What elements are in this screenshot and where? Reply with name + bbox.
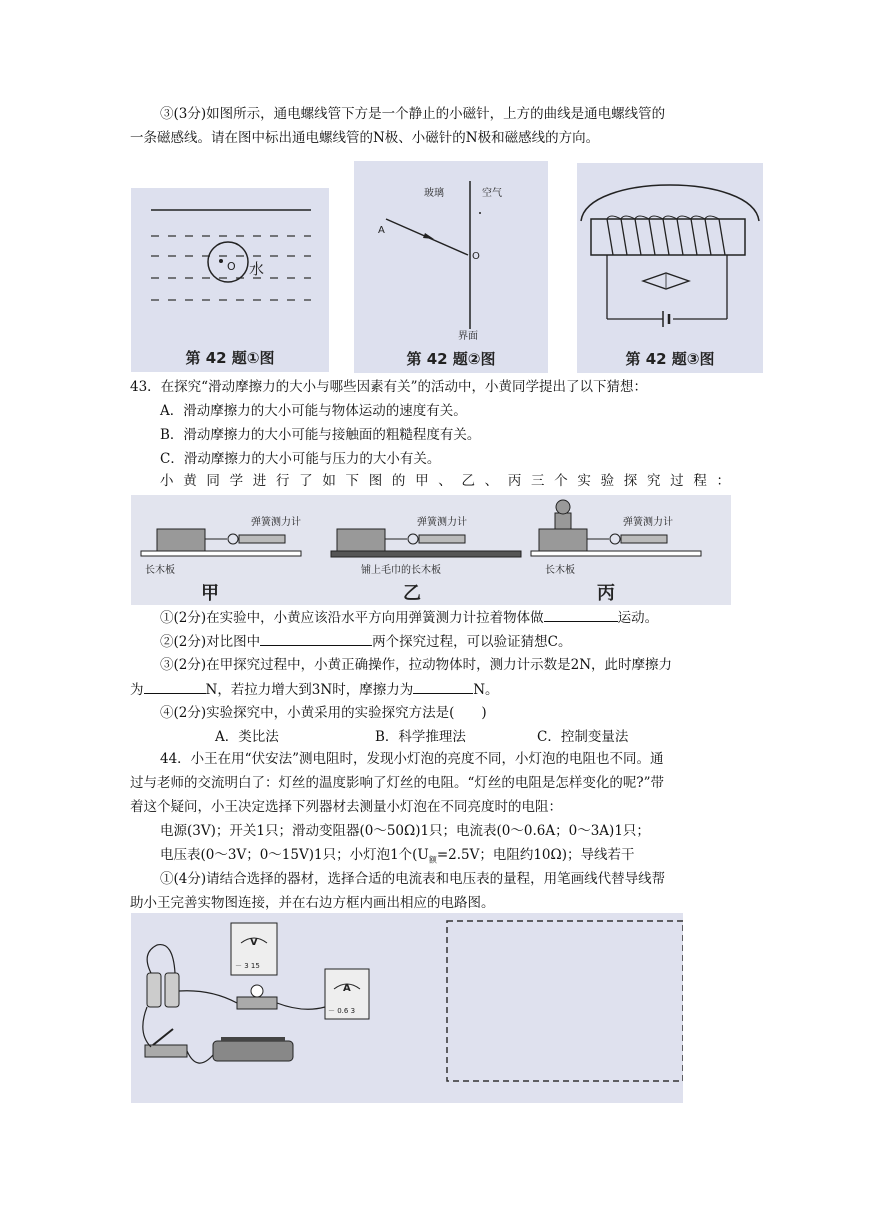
q43-experiment-drawing [131, 495, 731, 605]
q43-part4: ④(2分)实验探究中，小黄采用的实验探究方法是( ) [160, 705, 487, 721]
figure-42-1-drawing [131, 188, 329, 372]
q44-equipment-line2-text: 电压表(0～3V；0～15V)1只；小灯泡1个(U [160, 847, 429, 863]
q43-intro-char: 程 [693, 473, 707, 489]
q43-part1 [160, 607, 658, 628]
q44-equipment-line2 [160, 845, 634, 871]
voltmeter-symbol: V [250, 937, 258, 948]
figure-42-2 [354, 161, 548, 373]
figure-42-3-caption: 第 42 题③图 [625, 350, 715, 368]
q44-stem-line3: 着这个疑问，小王决定选择下列器材去测量小灯泡在不同亮度时的电阻： [130, 799, 562, 815]
q43-part2 [160, 631, 571, 652]
q44-part1-line1: ①(4分)请结合选择的器材，选择合适的电流表和电压表的量程，用笔画线代替导线帮 [160, 871, 666, 887]
ammeter-symbol: A [343, 983, 351, 994]
q43-part2-blank[interactable] [260, 631, 372, 646]
q44-part1-line2: 助小王完善实物图连接，并在右边方框内画出相应的电路图。 [130, 895, 495, 911]
q43-part2-suffix: 两个探究过程，可以验证猜想C。 [372, 634, 572, 650]
figure-42-1-point-label: O [227, 260, 236, 273]
q43-part1-text: ①(2分)在实验中，小黄应该沿水平方向用弹簧测力计拉着物体做 [160, 610, 544, 626]
q43-intro-char: 究 [646, 473, 661, 489]
rated-subscript: 额 [428, 855, 437, 865]
q43-part1-blank[interactable] [544, 607, 618, 622]
q44-equipment-line2-suffix: =2.5V；电阻约10Ω)；导线若干 [436, 847, 635, 863]
q44-equipment-line1: 电源(3V)；开关1只；滑动变阻器(0～50Ω)1只；电流表(0～0.6A；0～3A)1只； [160, 823, 650, 839]
q43-intro-char: 下 [345, 473, 359, 489]
q43-intro-char: 验 [600, 473, 615, 489]
figure-42-3-drawing [577, 163, 763, 373]
q44-stem-line1: 44．小王在用“伏安法”测电阻时，发现小灯泡的亮度不同，小灯泡的电阻也不同。通 [160, 751, 664, 767]
figure-42-2-interface-label: 界面 [458, 331, 478, 342]
panel-label-bing: 丙 [597, 583, 615, 604]
q43-part3-blank2[interactable] [413, 679, 473, 694]
q43-part4-choices [215, 727, 628, 747]
figure-42-2-point-label: O [472, 251, 480, 262]
q43-part1-suffix: 运动。 [617, 610, 659, 626]
q43-intro-char: 如 [322, 473, 336, 489]
q42-part3-line2: 一条磁感线。请在图中标出通电螺线管的N极、小磁针的N极和磁感线的方向。 [130, 130, 600, 146]
figure-42-2-air-label: 空气 [482, 188, 502, 199]
spring-scale-label-jia: 弹簧测力计 [251, 517, 301, 528]
choice-b[interactable]: B．科学推理法 [375, 729, 466, 745]
q43-part3-mid: N，若拉力增大到3N时，摩擦力为 [205, 682, 414, 698]
q43-intro-char: 过 [670, 473, 684, 489]
q43-part2-text: ②(2分)对比图中 [160, 634, 261, 650]
figure-42-1 [131, 188, 329, 372]
figure-42-2-glass-label: 玻璃 [424, 188, 444, 199]
q43-part3-prefix: 为 [130, 682, 144, 698]
q43-intro-char: 三 [531, 473, 545, 489]
board-label-bing: 长木板 [545, 565, 575, 576]
q43-intro-char: 了 [299, 473, 313, 489]
q43-intro-char: 学 [229, 473, 244, 489]
figure-42-2-ray-label: A [378, 225, 385, 236]
q43-experiment-figure [131, 495, 731, 605]
figure-42-1-medium-label: 水 [249, 260, 265, 278]
q43-option-a: A．滑动摩擦力的大小可能与物体运动的速度有关。 [160, 403, 467, 419]
q43-intro-char: 图 [368, 473, 383, 489]
voltmeter-terminals: － 3 15 [235, 962, 260, 970]
ammeter-terminals: － 0.6 3 [328, 1007, 356, 1015]
q43-intro-char: 进 [252, 473, 267, 489]
q43-part3-suffix: N。 [473, 682, 499, 698]
q43-option-b: B．滑动摩擦力的大小可能与接触面的粗糙程度有关。 [160, 427, 481, 443]
choice-a[interactable]: A．类比法 [215, 729, 279, 745]
q43-intro-char: 、 [438, 473, 452, 489]
q43-intro-char: 行 [275, 473, 290, 489]
panel-label-yi: 乙 [403, 583, 421, 604]
panel-label-jia: 甲 [201, 583, 219, 604]
choice-c[interactable]: C．控制变量法 [537, 729, 629, 745]
spring-scale-label-yi: 弹簧测力计 [417, 517, 467, 528]
q43-part3-line2 [130, 679, 499, 700]
q43-intro-char: 小 [160, 473, 174, 489]
circuit-diagram-answer-box[interactable] [449, 923, 681, 1079]
q44-circuit-figure [131, 913, 683, 1103]
q43-intro-char: ： [716, 473, 730, 489]
q43-intro-line [160, 471, 730, 491]
figure-42-2-drawing [354, 161, 548, 373]
spring-scale-label-bing: 弹簧测力计 [623, 517, 673, 528]
board-label-yi: 铺上毛巾的长木板 [361, 565, 441, 576]
q43-intro-char: 个 [554, 473, 568, 489]
q43-stem: 43．在探究“滑动摩擦力的大小与哪些因素有关”的活动中，小黄同学提出了以下猜想： [130, 379, 647, 395]
figure-42-1-caption: 第 42 题①图 [185, 349, 275, 367]
q43-intro-char: 探 [623, 473, 638, 489]
q43-intro-char: 实 [577, 473, 591, 489]
q43-intro-char: 甲 [415, 473, 429, 489]
q43-intro-char: 丙 [507, 473, 522, 489]
q43-intro-char: 乙 [461, 473, 475, 489]
board-label-jia: 长木板 [145, 565, 175, 576]
q43-intro-char: 同 [206, 473, 220, 489]
q43-option-c: C．滑动摩擦力的大小可能与压力的大小有关。 [160, 451, 441, 467]
q44-stem-line2: 过与老师的交流明白了：灯丝的温度影响了灯丝的电阻。“灯丝的电阻是怎样变化的呢?”带 [130, 775, 665, 791]
figure-42-2-caption: 第 42 题②图 [406, 350, 496, 368]
q43-intro-char: 、 [484, 473, 499, 489]
q43-intro-char: 黄 [183, 473, 197, 489]
q43-part3-line1: ③(2分)在甲探究过程中，小黄正确操作，拉动物体时，测力计示数是2N，此时摩擦力 [160, 657, 673, 673]
q42-part3-line1: ③(3分)如图所示，通电螺线管下方是一个静止的小磁针，上方的曲线是通电螺线管的 [160, 106, 666, 122]
q43-part3-blank1[interactable] [144, 679, 206, 694]
figure-42-3 [577, 163, 763, 373]
q43-intro-char: 的 [391, 473, 406, 489]
